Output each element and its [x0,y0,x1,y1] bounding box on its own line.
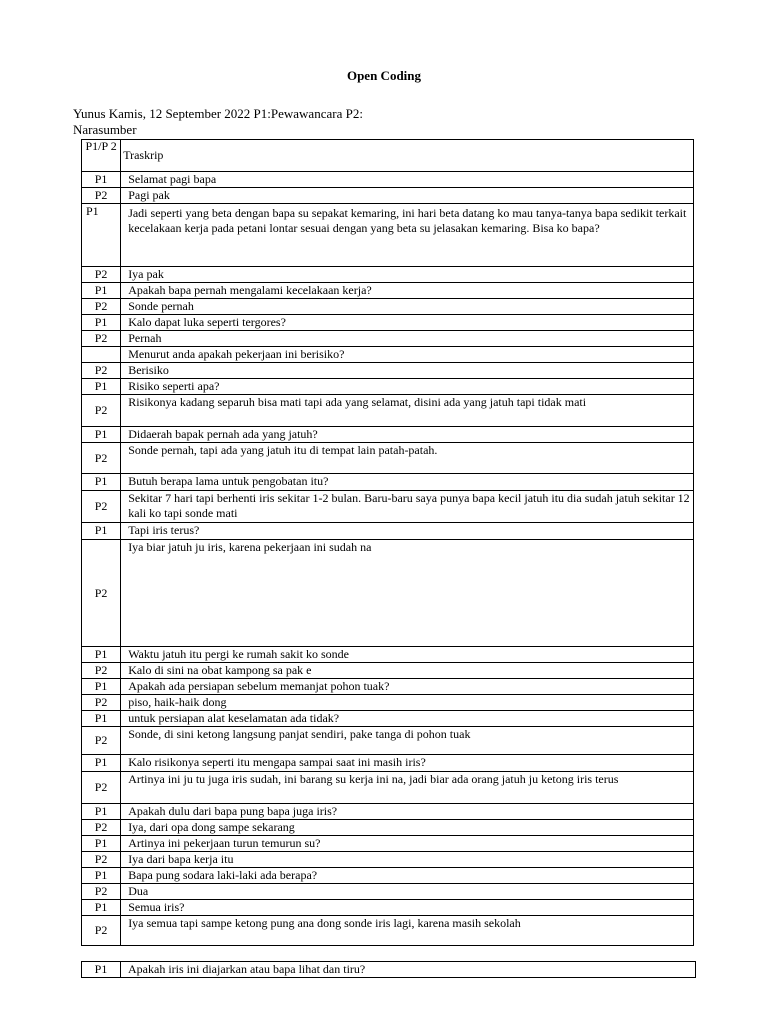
table-row [82,772,694,804]
transcript-cell: Tapi iris terus? [121,523,694,540]
speaker-cell: P2 [82,772,121,804]
speaker-cell: P1 [82,647,121,663]
table-row [82,204,694,267]
table-row [82,695,694,711]
transcript-cell: Apakah ada persiapan sebelum memanjat pohon tuak? [121,679,694,695]
table-row [82,172,694,188]
speaker-cell: P2 [82,540,121,647]
table-row [82,283,694,299]
table-row [82,868,694,884]
table-row [82,962,696,978]
transcript-header: Traskrip [121,140,694,172]
transcript-cell: Sonde pernah [121,299,694,315]
speaker-cell: P2 [82,443,121,474]
speaker-cell: P1 [82,900,121,916]
transcript-cell: Semua iris? [121,900,694,916]
transcript-cell: Bapa pung sodara laki-laki ada berapa? [121,868,694,884]
table-row [82,299,694,315]
transcript-cell: Iya, dari opa dong sampe sekarang [121,820,694,836]
table-row [82,427,694,443]
table-row [82,804,694,820]
transcript-cell: Dua [121,884,694,900]
speaker-cell: P2 [82,695,121,711]
speaker-cell: P2 [82,852,121,868]
table-row [82,836,694,852]
table-row [82,852,694,868]
speaker-cell: P1 [82,755,121,772]
table-row [82,188,694,204]
table-row [82,523,694,540]
transcript-cell: Selamat pagi bapa [121,172,694,188]
transcript-cell: Apakah iris ini diajarkan atau bapa lihat dan tiru? [121,962,696,978]
transcript-cell: Sekitar 7 hari tapi berhenti iris sekitar 1-2 bulan. Baru-baru saya punya bapa kecil jatuh itu dia sudah jatuh sekitar 12 kali ko tapi sonde mati [121,491,694,523]
speaker-cell: P1 [82,379,121,395]
document-meta: Yunus Kamis, 12 September 2022 P1:Pewawancara P2: Narasumber [73,106,363,137]
table-row [82,363,694,379]
transcript-cell: Waktu jatuh itu pergi ke rumah sakit ko sonde [121,647,694,663]
speaker-cell: P2 [82,491,121,523]
table-row [82,315,694,331]
table-row [82,347,694,363]
speaker-cell: P1 [82,204,121,267]
speaker-cell: P1 [82,679,121,695]
transcript-cell: Didaerah bapak pernah ada yang jatuh? [121,427,694,443]
speaker-cell: P2 [82,395,121,427]
page-title: Open Coding [346,68,422,83]
table-row [82,474,694,491]
table-row [82,663,694,679]
transcript-cell: Artinya ini pekerjaan turun temurun su? [121,836,694,852]
speaker-header: P1/P 2 [82,140,121,172]
speaker-cell: P1 [82,427,121,443]
transcript-cell: Kalo dapat luka seperti tergores? [121,315,694,331]
speaker-cell: P2 [82,727,121,755]
transcript-cell: Menurut anda apakah pekerjaan ini berisiko? [121,347,694,363]
speaker-cell [82,347,121,363]
transcript-cell: Pagi pak [121,188,694,204]
transcript-cell: Apakah bapa pernah mengalami kecelakaan kerja? [121,283,694,299]
table-row [82,540,694,647]
transcript-cell: Butuh berapa lama untuk pengobatan itu? [121,474,694,491]
speaker-cell: P1 [82,836,121,852]
speaker-cell: P1 [82,474,121,491]
table-row [82,379,694,395]
speaker-cell: P1 [82,283,121,299]
transcript-cell: Iya biar jatuh ju iris, karena pekerjaan ini sudah na [121,540,694,647]
speaker-cell: P2 [82,663,121,679]
table-row [82,267,694,283]
transcript-cell: Iya dari bapa kerja itu [121,852,694,868]
speaker-cell: P1 [82,868,121,884]
transcript-cell: Iya pak [121,267,694,283]
transcript-cell: untuk persiapan alat keselamatan ada tidak? [121,711,694,727]
transcript-cell: Risiko seperti apa? [121,379,694,395]
speaker-cell: P1 [82,962,121,978]
table-row [82,679,694,695]
table-row [82,727,694,755]
table-row [82,755,694,772]
speaker-cell: P2 [82,188,121,204]
transcript-cell: Risikonya kadang separuh bisa mati tapi ada yang selamat, disini ada yang jatuh tapi tidak mati [121,395,694,427]
speaker-cell: P1 [82,172,121,188]
table-row [82,884,694,900]
table-row [82,491,694,523]
transcript-cell: Sonde pernah, tapi ada yang jatuh itu di tempat lain patah-patah. [121,443,694,474]
table-row [82,820,694,836]
table-header-row [82,140,694,172]
transcript-table [81,139,694,946]
speaker-cell: P2 [82,299,121,315]
table-row [82,900,694,916]
transcript-cell: Kalo risikonya seperti itu mengapa sampai saat ini masih iris? [121,755,694,772]
transcript-cell: Berisiko [121,363,694,379]
transcript-cell: Apakah dulu dari bapa pung bapa juga iris? [121,804,694,820]
speaker-cell: P2 [82,884,121,900]
speaker-cell: P1 [82,523,121,540]
transcript-cell: piso, haik-haik dong [121,695,694,711]
table-row [82,395,694,427]
transcript-cell: Jadi seperti yang beta dengan bapa su sepakat kemaring, ini hari beta datang ko mau tanya-tanya bapa sedikit terkait kecelakaan kerja pada petani lontar sesuai dengan yang beta su jelasakan kemaring. Bisa ko bapa? [121,204,694,267]
speaker-cell: P2 [82,916,121,946]
transcript-cell: Kalo di sini na obat kampong sa pak e [121,663,694,679]
transcript-table-continued [81,961,696,978]
speaker-cell: P2 [82,267,121,283]
transcript-cell: Iya semua tapi sampe ketong pung ana dong sonde iris lagi, karena masih sekolah [121,916,694,946]
transcript-cell: Pernah [121,331,694,347]
transcript-cell: Sonde, di sini ketong langsung panjat sendiri, pake tanga di pohon tuak [121,727,694,755]
table-row [82,916,694,946]
speaker-cell: P2 [82,331,121,347]
speaker-cell: P1 [82,804,121,820]
speaker-cell: P2 [82,820,121,836]
table-row [82,647,694,663]
speaker-cell: P1 [82,315,121,331]
table-row [82,331,694,347]
table-row [82,443,694,474]
table-row [82,711,694,727]
speaker-cell: P1 [82,711,121,727]
transcript-cell: Artinya ini ju tu juga iris sudah, ini barang su kerja ini na, jadi biar ada orang jatuh ju ketong iris terus [121,772,694,804]
speaker-cell: P2 [82,363,121,379]
